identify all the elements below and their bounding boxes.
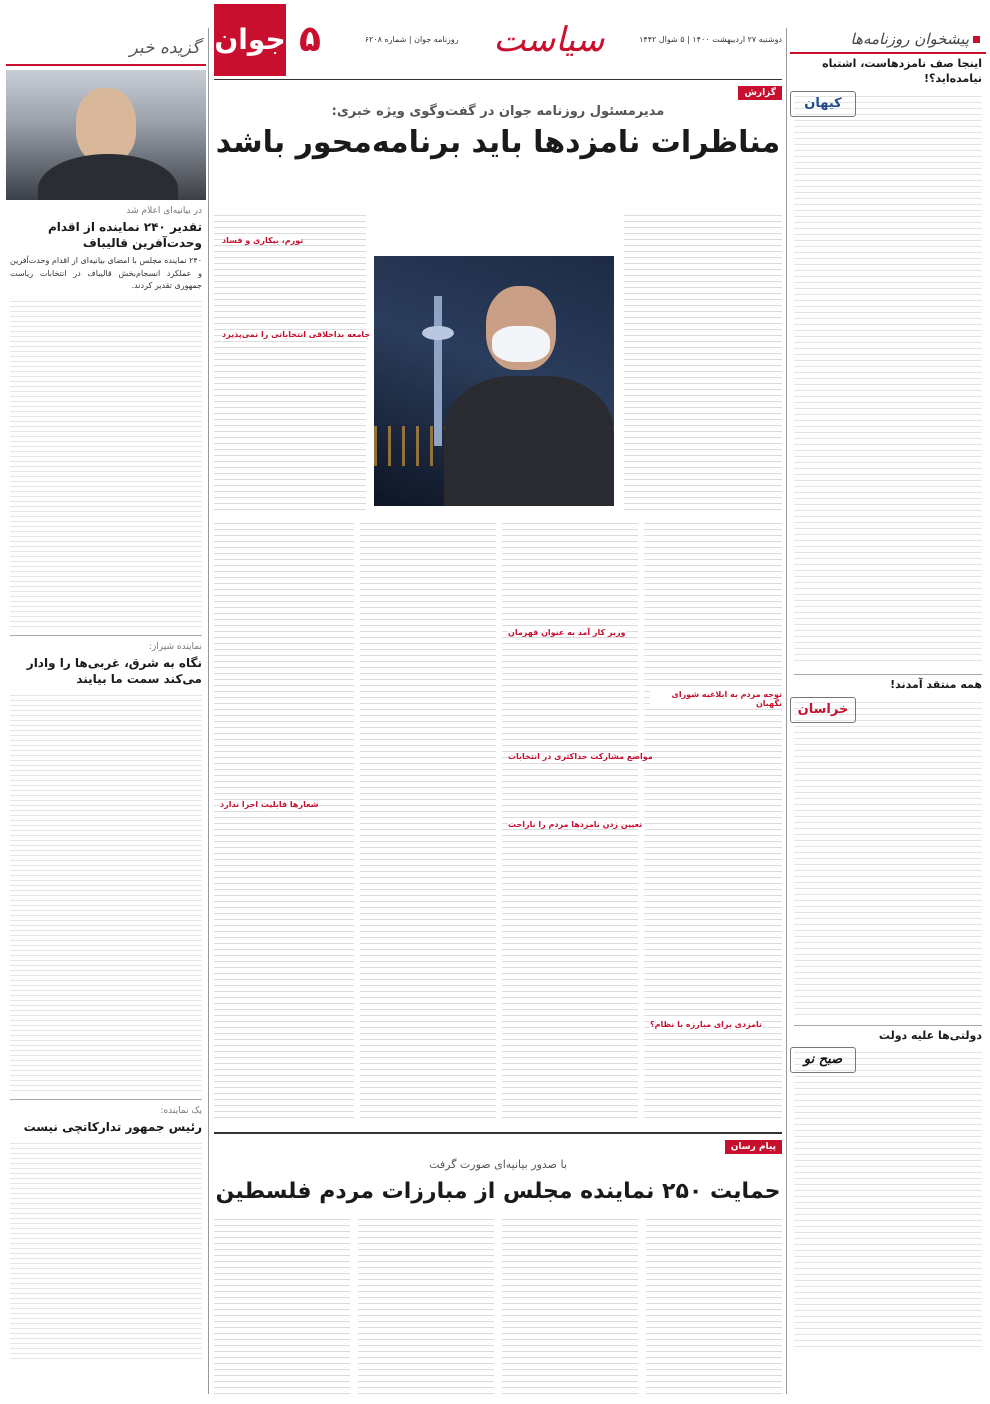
- item-body: ۲۴۰ نماینده مجلس با امضای بیانیه‌ای از اقدام وحدت‌آفرین و عملکرد انسجام‌بخش قالیباف در انتخابات ریاست جمهوری تقدیر کردند.: [10, 256, 202, 291]
- text-column: [646, 1214, 782, 1396]
- subhead: نامزدی برای مبارزه با نظام؟: [650, 1020, 763, 1029]
- subhead: شعارها قابلیت اجرا ندارد: [220, 800, 319, 809]
- divider: [10, 635, 202, 636]
- brand-logo[interactable]: جوان: [214, 4, 286, 76]
- news-photo: [6, 70, 206, 200]
- text-column: [502, 1214, 638, 1396]
- subhead: جامعه بداخلاقی انتخاباتی را نمی‌پذیرد: [222, 330, 371, 339]
- second-story: [214, 1132, 782, 1204]
- divider: [10, 1099, 202, 1100]
- text-column: [214, 210, 366, 510]
- subhead: تعیین زدن نامزدها مردم را ناراحت: [508, 820, 643, 829]
- main-area: [214, 0, 782, 1404]
- masthead: [214, 0, 782, 80]
- column-rule: [786, 28, 787, 1394]
- subhead: تورم، بیکاری و فساد: [222, 236, 304, 245]
- text-block: [10, 691, 202, 1091]
- left-column-title: گزیده خبر: [6, 0, 206, 66]
- left-column: [6, 0, 206, 1404]
- report-tag: گزارش: [738, 86, 782, 100]
- text-column: [360, 518, 496, 1118]
- section-title: سیاست: [493, 19, 605, 60]
- subhead: وزیر کار آمد به عنوان قهرمان: [508, 628, 626, 637]
- interview-photo: [374, 256, 614, 506]
- divider: [794, 674, 982, 675]
- text-column: [502, 518, 638, 1118]
- item-headline[interactable]: اینجا صف نامزدهاست، اشتباه نیامده‌اید؟!: [822, 57, 982, 85]
- khorasan-logo: خراسان: [790, 697, 856, 723]
- column-rule: [208, 28, 209, 1394]
- page-number: ۵: [290, 4, 330, 76]
- divider: [794, 1025, 982, 1026]
- section-tag: پیام رسان: [725, 1140, 782, 1154]
- kayhan-logo: کیهان: [790, 91, 856, 117]
- item-headline[interactable]: دولتی‌ها علیه دولت: [878, 1028, 982, 1042]
- square-icon: [973, 36, 980, 43]
- subhead: مواضع مشارکت حداکثری در انتخابات: [508, 752, 653, 761]
- text-block: [794, 91, 982, 666]
- text-column: [214, 518, 354, 1118]
- item-kicker: یک نماینده:: [160, 1105, 202, 1116]
- item-headline[interactable]: تقدیر ۲۴۰ نماینده از اقدام وحدت‌آفرین قالیباف: [47, 220, 202, 251]
- second-headline[interactable]: حمایت ۲۵۰ نماینده مجلس از مبارزات مردم فلسطین: [215, 1179, 781, 1204]
- text-block: [794, 697, 982, 1017]
- subhead: توجه مردم به ابلاغیه شورای نگهبان: [650, 690, 782, 708]
- right-column-title: پیشخوان روزنامه‌ها: [790, 0, 986, 54]
- item-headline[interactable]: همه منتقد آمدند!: [890, 677, 982, 691]
- text-column: [214, 1214, 350, 1396]
- masthead-issue: روزنامه جوان | شماره ۶۲۰۸: [364, 35, 459, 44]
- item-kicker: نماینده شیراز:: [148, 641, 202, 652]
- text-block: [10, 1139, 202, 1359]
- item-kicker: در بیانیه‌ای اعلام شد: [126, 206, 202, 216]
- text-block: [10, 297, 202, 627]
- text-block: [794, 1047, 982, 1347]
- item-headline[interactable]: نگاه به شرق، غربی‌ها را وادار می‌کند سمت ما بیایند: [26, 655, 202, 686]
- brand-block: [214, 4, 330, 76]
- sobhe-no-logo: صبح نو: [790, 1047, 856, 1073]
- story-overline: مدیرمسئول روزنامه جوان در گفت‌وگوی ویژه خبری:: [331, 104, 665, 119]
- text-column: [358, 1214, 494, 1396]
- item-headline[interactable]: رئیس جمهور تدارکاتچی نیست: [23, 1119, 202, 1134]
- right-column: [790, 0, 986, 1404]
- main-headline[interactable]: مناظرات نامزدها باید برنامه‌محور باشد: [215, 125, 781, 160]
- second-overline: با صدور بیانیه‌ای صورت گرفت: [429, 1158, 567, 1171]
- text-column: [624, 210, 782, 510]
- masthead-date: دوشنبه ۲۷ اردیبهشت ۱۴۰۰ | ۵ شوال ۱۴۴۲: [639, 35, 782, 44]
